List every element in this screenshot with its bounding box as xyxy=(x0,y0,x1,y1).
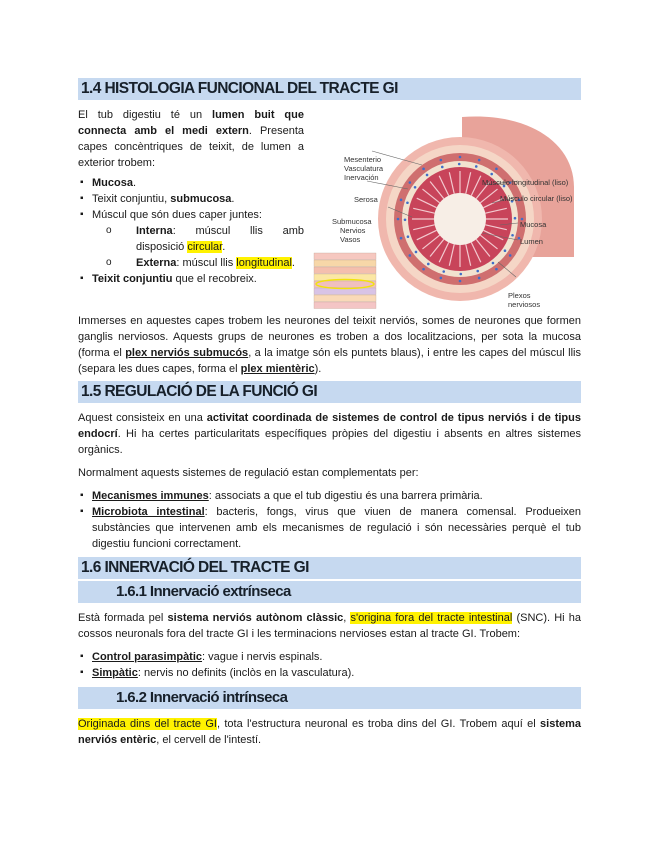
label-nerviosos: nerviosos xyxy=(508,300,541,309)
intrinsic-paragraph: Originada dins del tracte GI, tota l'estructura neuronal es troba dins del GI. Trobem aquí el sistema nerviós entèric, el cervell de l'intestí. xyxy=(78,718,582,746)
subsection-heading-1-6-1: 1.6.1 Innervació extrínseca xyxy=(78,581,581,603)
plexus-dot xyxy=(409,254,412,257)
plexus-dot xyxy=(514,217,517,220)
layer-stack-band xyxy=(314,302,376,309)
plexus-dot xyxy=(427,263,430,266)
layer-stack-band xyxy=(314,253,376,260)
list-item: ▪ Teixit conjuntiu, submucosa. xyxy=(78,191,304,207)
plexus-dot xyxy=(458,163,461,166)
plexus-dot xyxy=(440,277,443,280)
gi-wall-figure xyxy=(312,107,581,313)
list-item: ▪ Teixit conjuntiu que el recobreix. xyxy=(78,271,304,287)
plexus-dot xyxy=(406,201,409,204)
lumen-circle xyxy=(434,193,486,245)
plexus-dot xyxy=(400,237,403,240)
extrinsic-paragraph: Està formada pel sistema nerviós autònom clàssic, s'origina fora del tracte intestinal (SNC). Hi ha cossos neuronals fora del tracte GI i les terminacions nervioses estan al tracte GI. Trobem: xyxy=(78,612,581,640)
intro-block xyxy=(78,107,581,313)
plexus-dot xyxy=(415,251,418,254)
plexus-dot xyxy=(495,268,498,271)
plexus-dot xyxy=(459,156,462,159)
intro-paragraph: El tub digestiu té un lumen buit que connecta amb el medi extern. Presenta capes concèntriques de teixit, de lumen a exterior trobem: xyxy=(78,109,305,169)
plexus-dot xyxy=(490,173,493,176)
list-item: ▪ Simpàtic: nervis no definits (inclòs en la vasculatura). xyxy=(78,665,581,681)
label-vasos: Vasos xyxy=(340,235,361,244)
regulation-list xyxy=(78,488,581,552)
plexus-dot xyxy=(459,273,462,276)
extrinsic-list xyxy=(78,649,581,681)
plexus-dot xyxy=(504,249,507,252)
label-submucosa: Submucosa xyxy=(332,217,372,226)
plexus-dot xyxy=(422,268,425,271)
list-item: ▪ Mecanismes immunes: associats a que el tub digestiu és una barrera primària. xyxy=(78,488,581,504)
label-plexos: Plexos xyxy=(508,291,531,300)
plexus-dot xyxy=(397,218,400,221)
list-item: ▪ Múscul que són dues caper juntes: xyxy=(78,207,304,223)
plexus-dot xyxy=(476,270,479,273)
plexus-dot xyxy=(492,262,495,265)
plexus-dot xyxy=(478,277,481,280)
plexus-dot xyxy=(426,174,429,177)
label-lumen: Lumen xyxy=(520,237,543,246)
list-item: ▪ Control parasimpàtic: vague i nervis espinals. xyxy=(78,649,581,665)
plexus-dot xyxy=(409,181,412,184)
layers-list xyxy=(78,175,304,287)
plexus-dot xyxy=(414,186,417,189)
plexus-dot xyxy=(442,270,445,273)
list-item: ▪ Mucosa. xyxy=(78,175,304,191)
label-mucosa: Mucosa xyxy=(520,220,547,229)
label-vasculatura: Vasculatura xyxy=(344,164,384,173)
plexus-dot xyxy=(400,199,403,202)
section-heading-1-4: 1.4 HISTOLOGIA FUNCIONAL DEL TRACTE GI xyxy=(78,78,581,100)
plexus-dot xyxy=(495,168,498,171)
plexus-dot xyxy=(475,165,478,168)
list-item: ▪ Microbiota intestinal: bacteris, fongs, virus que viuen de manera comensal. Produeixen substàncies que intervenen amb els mecanismes de regulació i són necessàries perquè el tub digestiu funcioni correctament. xyxy=(78,504,581,552)
label-inervacion: Inervación xyxy=(344,173,379,182)
label-musculo-longitudinal: Músculo longitudinal (liso) xyxy=(482,178,569,187)
layer-stack-band xyxy=(314,295,376,302)
complement-paragraph: Normalment aquests sistemes de regulació estan complementats per: xyxy=(78,467,419,479)
label-mesenterio: Mesenterio xyxy=(344,155,382,164)
plexus-dot xyxy=(478,159,481,162)
section-heading-1-5: 1.5 REGULACIÓ DE LA FUNCIÓ GI xyxy=(78,381,581,403)
intro-text xyxy=(78,107,304,287)
label-musculo-circular: Músculo circular (liso) xyxy=(500,194,573,203)
sub-list-item: o Interna: múscul llis amb disposició circular. xyxy=(78,223,304,255)
gi-wall-illustration xyxy=(312,107,581,313)
regulation-paragraph: Aquest consisteix en una activitat coordinada de sistemes de control de tipus nerviós i de tipus endocrí. Hi ha certes particularitats específiques pròpies del digestiu i absents en altres sistemes orgànics. xyxy=(78,412,581,456)
subsection-heading-1-6-2: 1.6.2 Innervació intrínseca xyxy=(78,687,581,709)
plexus-dot xyxy=(441,166,444,169)
document-page xyxy=(78,78,581,748)
label-serosa: Serosa xyxy=(354,195,378,204)
plexus-dot xyxy=(511,234,514,237)
layer-stack-band xyxy=(314,267,376,274)
plexus-dot xyxy=(440,159,443,162)
plexus-dot xyxy=(422,168,425,171)
plexus-dot xyxy=(509,254,512,257)
plexus-dot xyxy=(407,235,410,238)
label-nervios: Nervios xyxy=(340,226,366,235)
layer-stack xyxy=(314,253,376,309)
plexus-dot xyxy=(459,280,462,283)
plexus-dot xyxy=(404,218,407,221)
neurons-paragraph: Immerses en aquestes capes trobem les neurones del teixit nerviós, somes de neurones que formen ganglis nerviosos. Aquests grups de neurones es troben a dos localitzacions, per sota la mucosa (forma el plex nerviós submucós, a la imatge són els puntets blaus), i entre les capes del múscul llis (separa les dues capes, forma el plex mientèric). xyxy=(78,315,581,375)
layer-stack-band xyxy=(314,260,376,267)
section-heading-1-6: 1.6 INNERVACIÓ DEL TRACTE GI xyxy=(78,557,581,579)
sub-list-item: o Externa: múscul llis longitudinal. xyxy=(78,255,304,271)
